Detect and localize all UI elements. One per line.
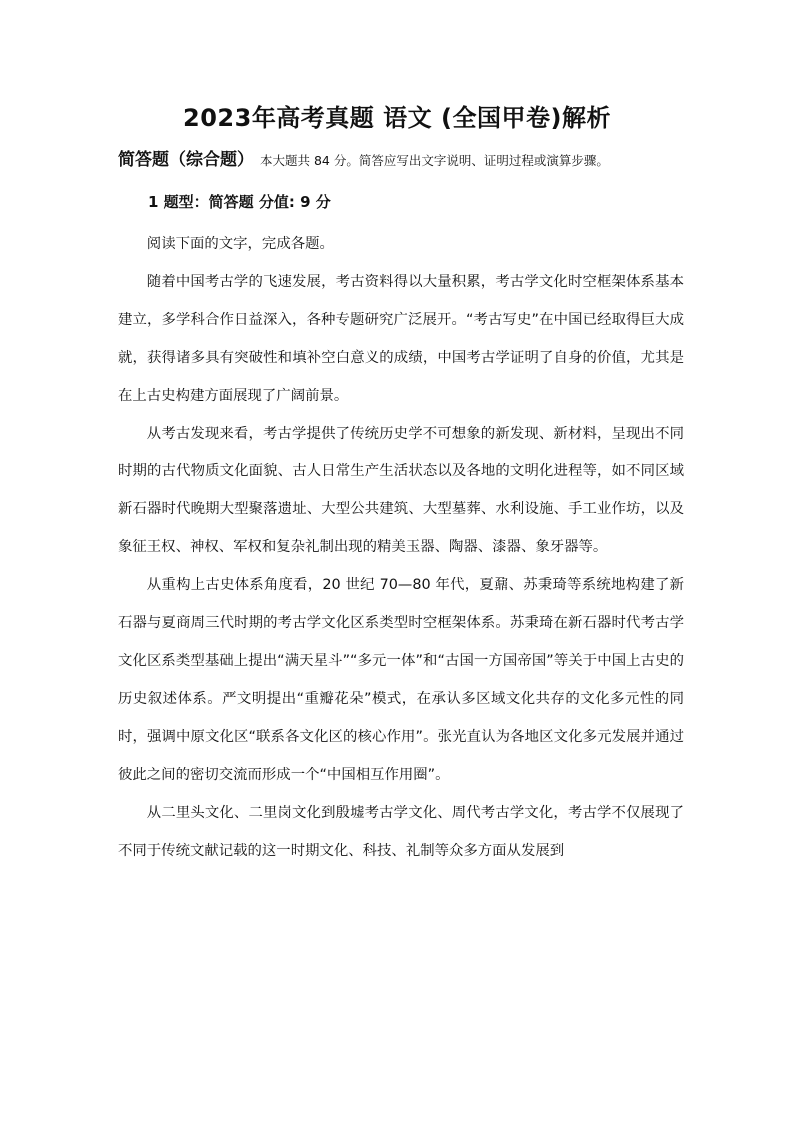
question-meta: 1 题型：简答题 分值: 9 分	[148, 193, 331, 211]
section-header	[118, 148, 718, 173]
page-title: 2023年高考真题 语文 (全国甲卷)解析	[183, 104, 611, 132]
article-body	[118, 226, 684, 870]
section-heading: 简答题（综合题）	[118, 150, 254, 170]
paragraph: 从重构上古史体系角度看，20 世纪 70—80 年代，夏鼐、苏秉琦等系统地构建了新石器与夏商周三代时期的考古学文化区系类型时空框架体系。苏秉琦在新石器时代考古学文化区系类型基础上提出“满天星斗”“多元一体”和“古国一方国帝国”等关于中国上古史的历史叙述体系。严文明提出“重瓣花朵”模式，在承认多区域文化共存的文化多元性的同时，强调中原文化区“联系各文化区的核心作用”。张光直认为各地区文化多元发展并通过彼此之间的密切交流而形成一个“中国相互作用圈”。	[118, 577, 684, 783]
section-description: 本大题共 84 分。简答应写出文字说明、证明过程或演算步骤。	[260, 153, 609, 168]
paragraph: 从考古发现来看，考古学提供了传统历史学不可想象的新发现、新材料，呈现出不同时期的古代物质文化面貌、古人日常生产生活状态以及各地的文明化进程等，如不同区域新石器时代晚期大型聚落遗址、大型公共建筑、大型墓葬、水利设施、手工业作坊，以及象征王权、神权、军权和复杂礼制出现的精美玉器、陶器、漆器、象牙器等。	[118, 425, 684, 556]
paragraph-instruction: 阅读下面的文字，完成各题。	[146, 236, 334, 252]
paragraph: 随着中国考古学的飞速发展，考古资料得以大量积累，考古学文化时空框架体系基本建立，多学科合作日益深入，各种专题研究广泛展开。“考古写史”在中国已经取得巨大成就，获得诸多具有突破性和填补空白意义的成绩，中国考古学证明了自身的价值，尤其是在上古史构建方面展现了广阔前景。	[118, 273, 684, 404]
paragraph: 从二里头文化、二里岗文化到殷墟考古学文化、周代考古学文化，考古学不仅展现了不同于传统文献记载的这一时期文化、科技、礼制等众多方面从发展到	[118, 804, 684, 859]
